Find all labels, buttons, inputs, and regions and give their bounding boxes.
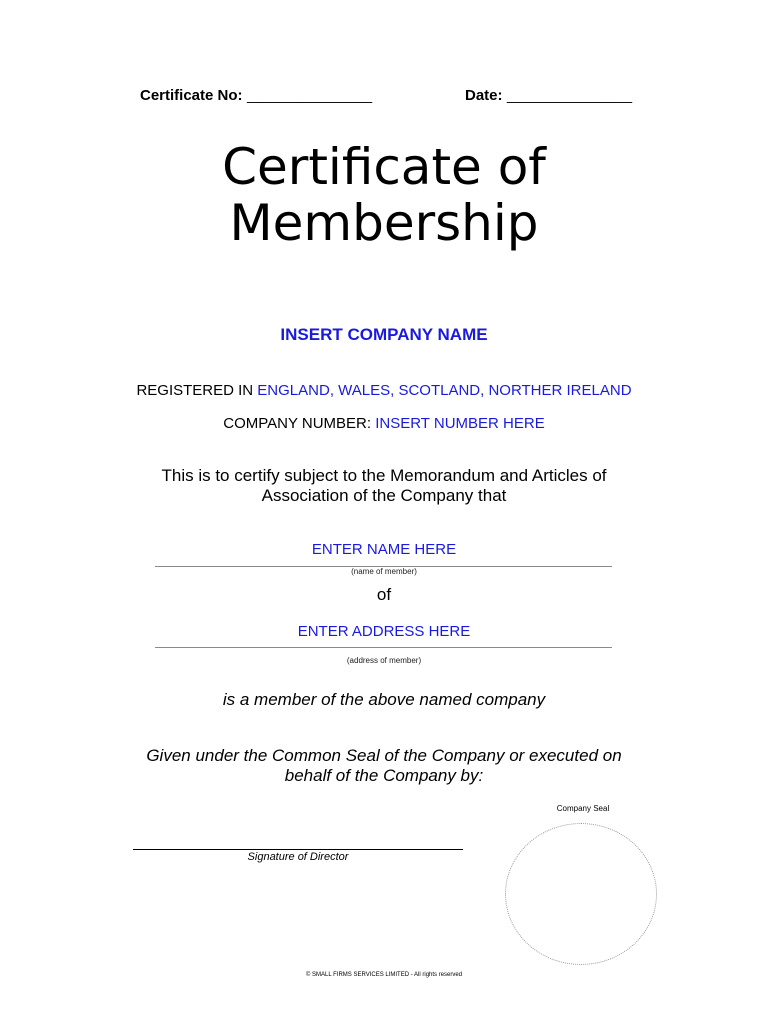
execution-line-1: Given under the Common Seal of the Company or executed on (146, 746, 622, 765)
member-name-field[interactable]: ENTER NAME HERE (311, 541, 457, 558)
member-address-underline (155, 647, 612, 648)
certificate-no-field[interactable]: _______________ (246, 87, 373, 104)
member-statement: is a member of the above named company (222, 690, 546, 709)
company-number-line (0, 415, 768, 432)
of-text: of (376, 585, 392, 604)
date-header (465, 87, 632, 105)
member-name-caption: (name of member) (351, 567, 417, 576)
company-number-label: COMPANY NUMBER: (223, 415, 372, 432)
company-seal-circle (505, 823, 657, 965)
certify-paragraph (0, 466, 768, 506)
certify-line-2: Association of the Company that (261, 486, 507, 505)
title-line-2: Membership (229, 194, 539, 252)
company-number-value[interactable]: INSERT NUMBER HERE (375, 415, 545, 432)
member-address-field[interactable]: ENTER ADDRESS HERE (297, 623, 471, 640)
director-signature-caption: Signature of Director (247, 851, 349, 863)
registered-value[interactable]: ENGLAND, WALES, SCOTLAND, NORTHER IRELAND (257, 382, 632, 399)
execution-statement (0, 746, 768, 786)
director-signature-line[interactable] (133, 849, 463, 850)
date-label: Date: (465, 87, 503, 104)
date-field[interactable]: _______________ (506, 87, 633, 104)
registered-label: REGISTERED IN (136, 382, 254, 399)
certify-line-1: This is to certify subject to the Memorandum and Articles of (161, 466, 607, 485)
member-address-caption: (address of member) (346, 656, 422, 665)
title-line-1: Certificate of (222, 138, 546, 196)
company-name[interactable]: INSERT COMPANY NAME (280, 325, 488, 344)
certificate-title (0, 139, 768, 251)
registered-in-line (0, 382, 768, 399)
execution-line-2: behalf of the Company by: (284, 766, 484, 785)
certificate-no-label: Certificate No: (140, 87, 243, 104)
company-seal-label: Company Seal (556, 804, 610, 813)
copyright-footer: © SMALL FIRMS SERVICES LIMITED - All rights reserved (305, 972, 463, 978)
